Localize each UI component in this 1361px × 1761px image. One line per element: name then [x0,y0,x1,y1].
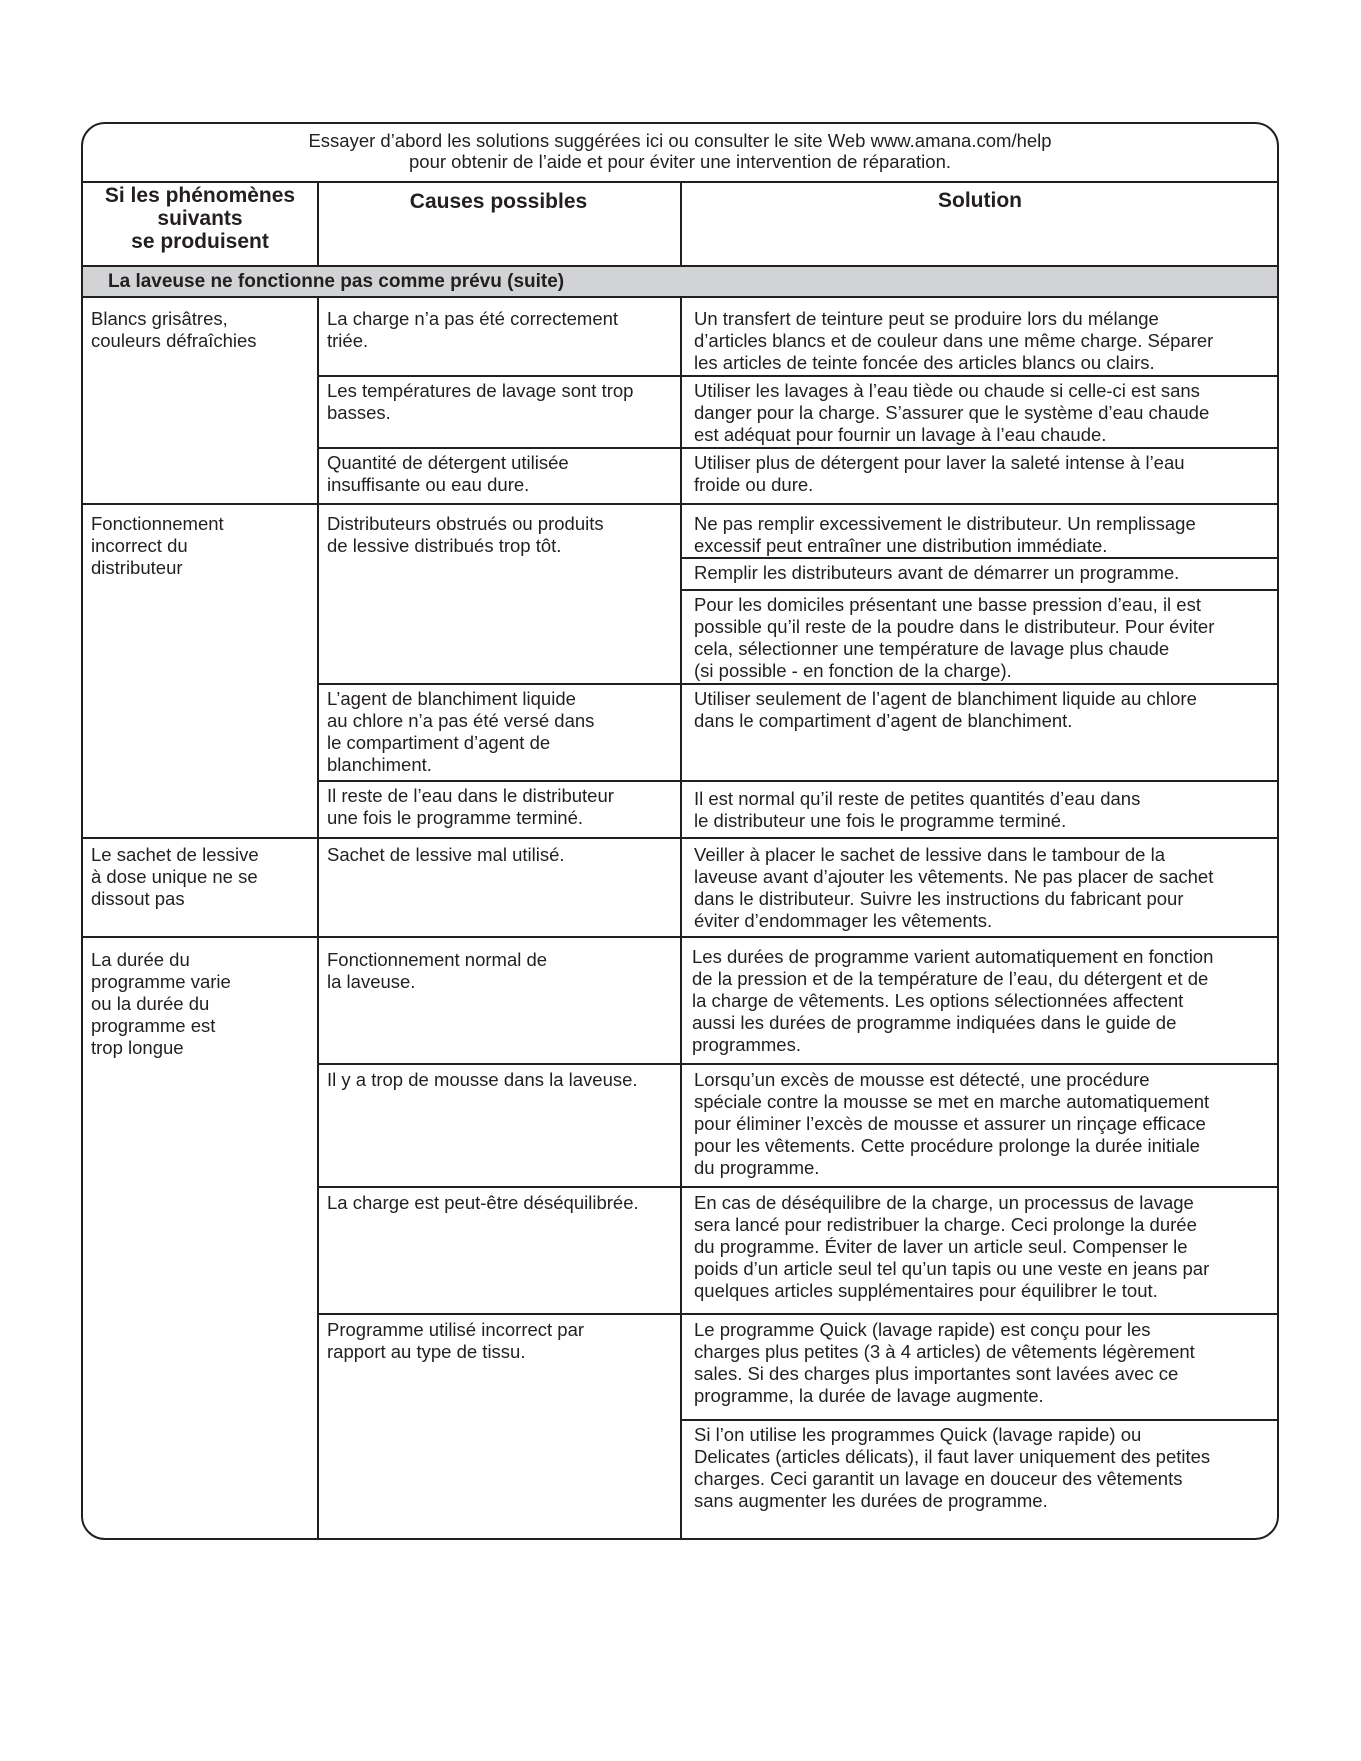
solution-cell: Lorsqu’un excès de mousse est détecté, une procédure spéciale contre la mousse se met en marche automatiquement pour éliminer l’excès de mousse et assurer un rinçage efficace pour les vêtements. Cette procédure prolonge la durée initiale du programme. [694,1069,1210,1178]
cause-cell: Programme utilisé incorrect par rapport au type de tissu. [327,1319,585,1362]
cause-separator [317,1186,1279,1188]
solution-separator [680,1419,1279,1421]
solution-cell: Un transfert de teinture peut se produire lors du mélange d’articles blancs et de couleur dans une même charge. Séparer les articles de teinte foncée des articles blancs ou clairs. [694,308,1214,373]
solution-cell: Le programme Quick (lavage rapide) est conçu pour les charges plus petites (3 à 4 articles) de vêtements légèrement sales. Si des charges plus importantes sont lavées avec ce programme, la durée de lavage augmente. [694,1319,1195,1406]
solution-cell: Ne pas remplir excessivement le distributeur. Un remplissage excessif peut entraîner une distribution immédiate. [694,513,1196,556]
cause-separator [317,375,1279,377]
cause-cell: Les températures de lavage sont trop basses. [327,380,634,423]
column-divider-1 [317,298,319,1540]
header-solution: Solution [938,189,1022,212]
cause-cell: Distributeurs obstrués ou produits de lessive distribués trop tôt. [327,513,604,556]
solution-cell: Il est normal qu’il reste de petites quantités d’eau dans le distributeur une fois le programme terminé. [694,788,1141,831]
cause-separator [317,683,1279,685]
cause-cell: Quantité de détergent utilisée insuffisante ou eau dure. [327,452,569,495]
solution-cell: Utiliser seulement de l’agent de blanchiment liquide au chlore dans le compartiment d’agent de blanchiment. [694,688,1197,731]
cause-cell: L’agent de blanchiment liquide au chlore n’a pas été versé dans le compartiment d’agent de blanchiment. [327,688,595,775]
cause-cell: Il reste de l’eau dans le distributeur une fois le programme terminé. [327,785,614,828]
cause-separator [317,1063,1279,1065]
row-separator [83,936,1277,938]
intro-note [83,124,1277,181]
header-symptom: Si les phénomènes suivants se produisent [104,184,296,253]
solution-cell: Les durées de programme varient automatiquement en fonction de la pression et de la température de l’eau, du détergent et de la charge de vêtements. Les options sélectionnées affectent aussi les durées de programme indiquées dans le guide de programmes. [692,946,1214,1055]
cause-cell: Il y a trop de mousse dans la laveuse. [327,1069,638,1090]
intro-line-2: pour obtenir de l’aide et pour éviter une intervention de réparation. [409,151,951,172]
solution-separator [680,557,1279,559]
troubleshooting-table [81,122,1279,1540]
symptom-cell: Le sachet de lessive à dose unique ne se dissout pas [91,844,259,909]
column-divider-2 [680,298,682,1540]
solution-cell: Si l’on utilise les programmes Quick (lavage rapide) ou Delicates (articles délicats), il faut laver uniquement des petites charges. Ceci garantit un lavage en douceur des vêtements sans augmenter les durées de programme. [694,1424,1211,1511]
cause-cell: Sachet de lessive mal utilisé. [327,844,565,865]
row-separator [83,503,1277,505]
solution-cell: Remplir les distributeurs avant de démarrer un programme. [694,562,1180,583]
cause-cell: La charge n’a pas été correctement triée. [327,308,619,351]
cause-separator [317,447,1279,449]
solution-separator [680,589,1279,591]
cause-separator [317,1313,1279,1315]
solution-cell: Utiliser les lavages à l’eau tiède ou chaude si celle-ci est sans danger pour la charge. S’assurer que le système d’eau chaude est adéquat pour fournir un lavage à l’eau chaude. [694,380,1210,445]
symptom-cell: La durée du programme varie ou la durée du programme est trop longue [91,949,231,1058]
cause-separator [317,780,1279,782]
cause-cell: Fonctionnement normal de la laveuse. [327,949,548,992]
cause-cell: La charge est peut-être déséquilibrée. [327,1192,639,1213]
solution-cell: Pour les domiciles présentant une basse pression d’eau, il est possible qu’il reste de la poudre dans le distributeur. Pour éviter cela, sélectionner une température de lavage plus chaude (si possible - en fonction de la charge). [694,594,1215,681]
symptom-cell: Blancs grisâtres, couleurs défraîchies [91,308,257,351]
intro-line-1: Essayer d’abord les solutions suggérées ici ou consulter le site Web www.amana.com/help [308,130,1052,151]
solution-cell: En cas de déséquilibre de la charge, un processus de lavage sera lancé pour redistribuer la charge. Ceci prolonge la durée du programme. Éviter de laver un article seul. Compenser le poids d’un article seul tel qu’un tapis ou une veste en jeans par quelques articles supplémentaires pour équilibrer le tout. [694,1192,1210,1301]
row-separator [83,837,1277,839]
solution-cell: Veiller à placer le sachet de lessive dans le tambour de la laveuse avant d’ajouter les vêtements. Ne pas placer de sachet dans le distributeur. Suivre les instructions du fabricant pour éviter d’endommager les vêtements. [694,844,1214,931]
symptom-cell: Fonctionnement incorrect du distributeur [91,513,224,578]
header-causes: Causes possibles [409,190,588,213]
solution-cell: Utiliser plus de détergent pour laver la saleté intense à l’eau froide ou dure. [694,452,1185,495]
section-title: La laveuse ne fonctionne pas comme prévu (suite) [83,265,1277,298]
